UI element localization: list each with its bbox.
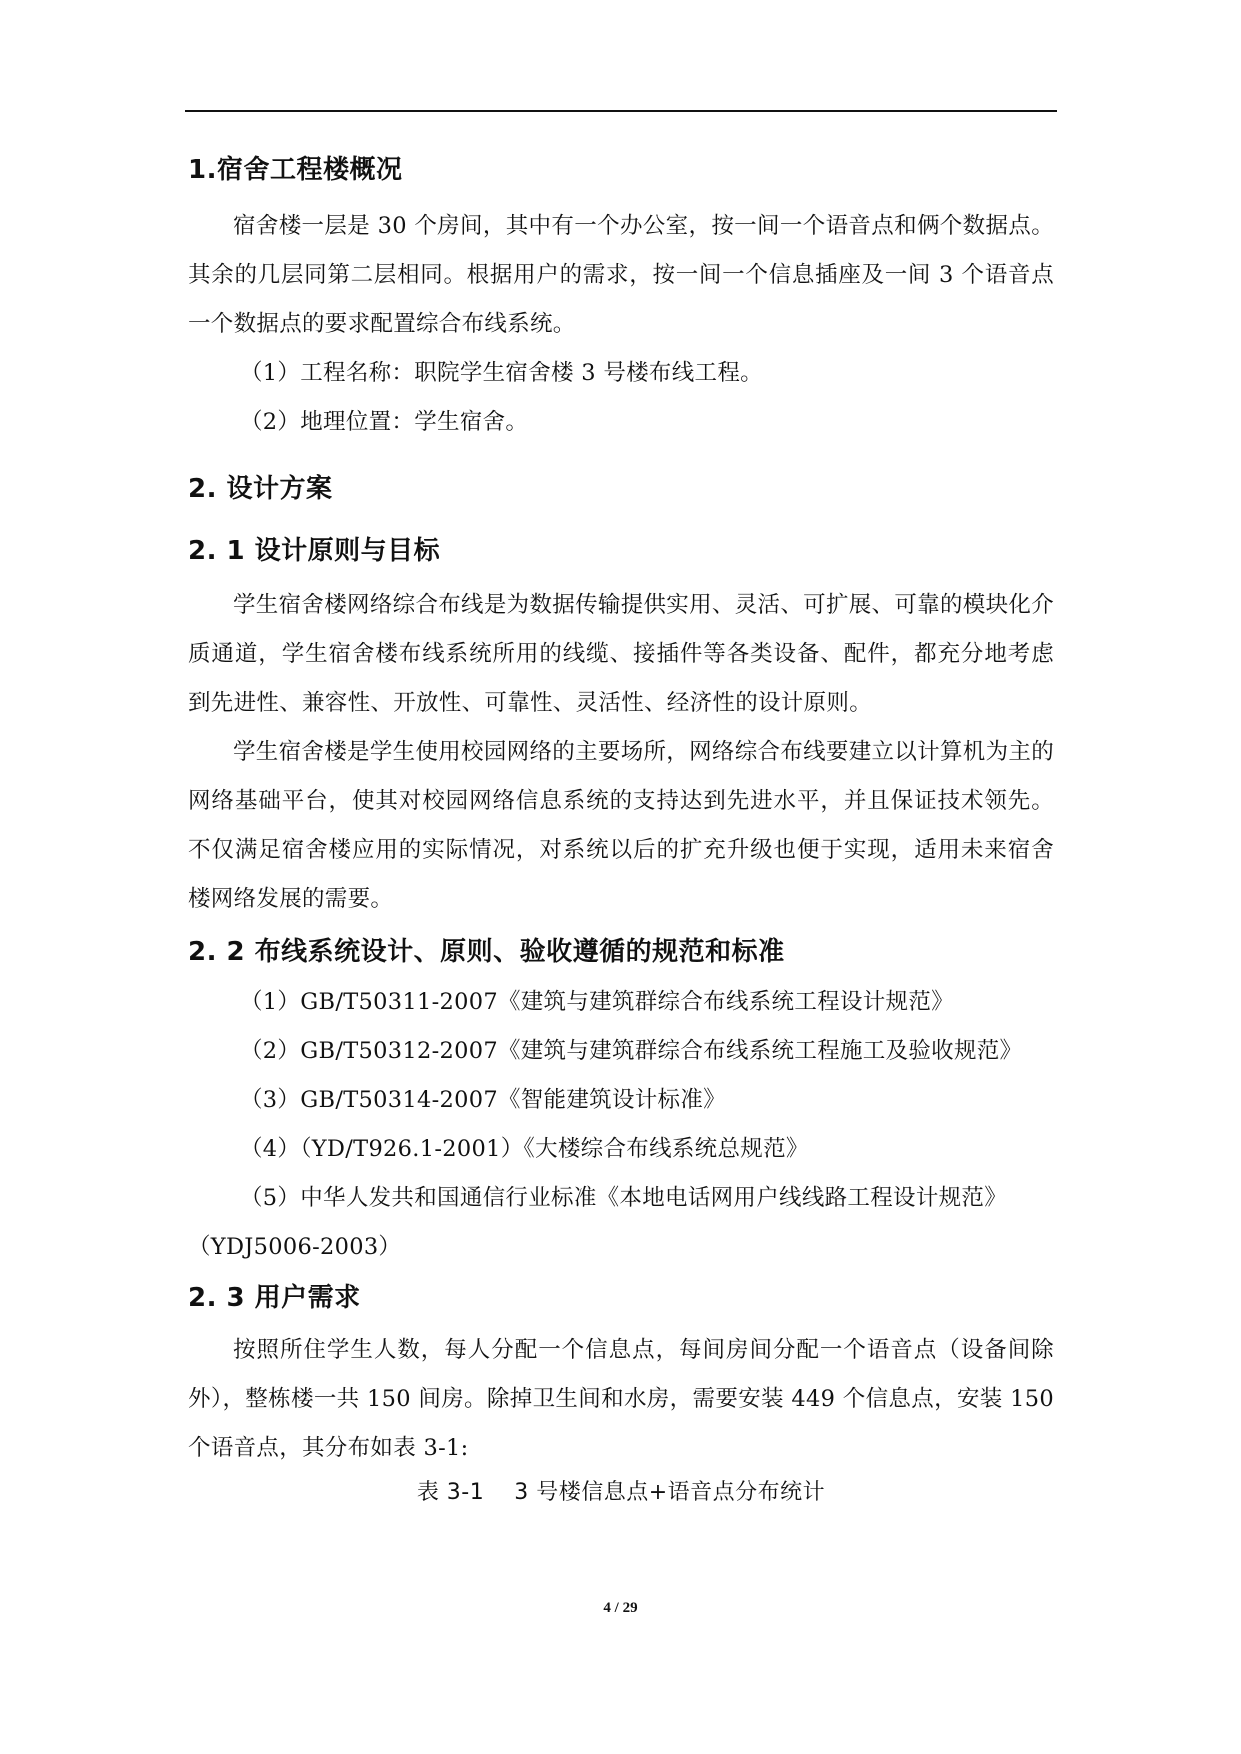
standards-list <box>188 978 1054 1272</box>
standards-item-5-continued: （YDJ5006-2003） <box>188 1234 402 1260</box>
section-2-1-paragraph-2: 学生宿舍楼是学生使用校园网络的主要场所，网络综合布线要建立以计算机为主的网络基础平台，使其对校园网络信息系统的支持达到先进水平，并且保证技术领先。不仅满足宿舍楼应用的实际情况，对系统以后的扩充升级也便于实现，适用未来宿舍楼网络发展的需要。 <box>188 739 1054 912</box>
section-2-1-paragraph-1: 学生宿舍楼网络综合布线是为数据传输提供实用、灵活、可扩展、可靠的模块化介质通道，学生宿舍楼布线系统所用的线缆、接插件等各类设备、配件，都充分地考虑到先进性、兼容性、开放性、可靠性、灵活性、经济性的设计原则。 <box>188 592 1054 716</box>
section-2-3-paragraph: 按照所住学生人数，每人分配一个信息点，每间房间分配一个语音点（设备间除外），整栋楼一共 150 间房。除掉卫生间和水房，需要安装 449 个信息点，安装 150 个语音点，其分布如表 3-1: <box>188 1337 1054 1461</box>
section-2-3-heading: 2. 3 用户需求 <box>188 1283 361 1313</box>
table-caption: 表 3-1 3 号楼信息点+语音点分布统计 <box>416 1480 826 1505</box>
standards-item-2: （2）GB/T50312-2007《建筑与建筑群综合布线系统工程施工及验收规范》 <box>240 1038 1023 1064</box>
standards-item-4: （4）（YD/T926.1-2001）《大楼综合布线系统总规范》 <box>240 1136 809 1162</box>
standards-item-1: （1）GB/T50311-2007《建筑与建筑群综合布线系统工程设计规范》 <box>240 989 954 1015</box>
header-rule <box>185 110 1057 112</box>
page-number: 4 / 29 <box>603 1600 638 1616</box>
standards-item-3: （3）GB/T50314-2007《智能建筑设计标准》 <box>240 1087 726 1113</box>
section-1-heading: 1.宿舍工程楼概况 <box>188 155 403 185</box>
section-1-item-2: （2）地理位置：学生宿舍。 <box>240 409 529 435</box>
section-2-heading: 2. 设计方案 <box>188 474 333 504</box>
section-1-item-1: （1）工程名称：职院学生宿舍楼 3 号楼布线工程。 <box>240 360 763 386</box>
section-1-paragraph: 宿舍楼一层是 30 个房间，其中有一个办公室，按一间一个语音点和俩个数据点。其余的几层同第二层相同。根据用户的需求，按一间一个信息插座及一间 3 个语音点一个数据点的要求配置综合布线系统。 <box>188 213 1054 337</box>
section-2-2-heading: 2. 2 布线系统设计、原则、验收遵循的规范和标准 <box>188 937 785 967</box>
document-body <box>188 150 1054 1513</box>
standards-item-5: （5）中华人发共和国通信行业标准《本地电话网用户线线路工程设计规范》 <box>240 1185 1008 1211</box>
section-2-1-heading: 2. 1 设计原则与目标 <box>188 536 441 566</box>
